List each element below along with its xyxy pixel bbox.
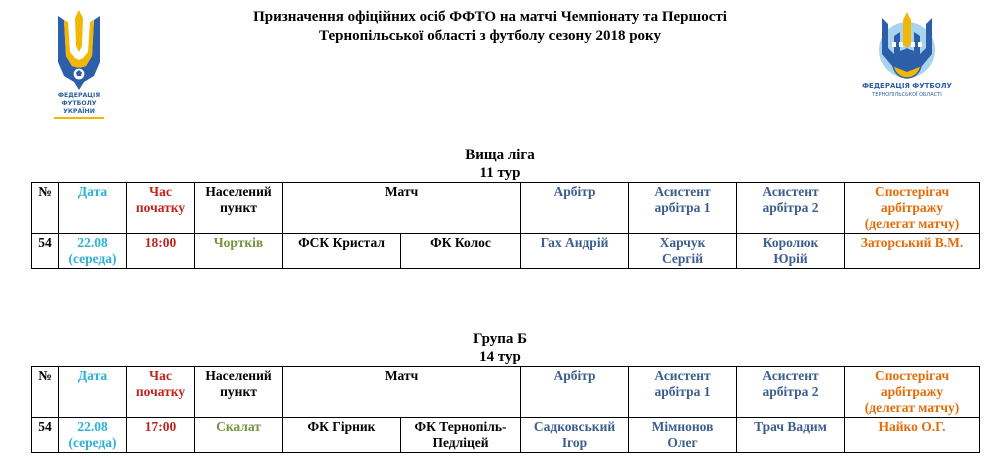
ffu-logo-icon	[48, 6, 110, 122]
cell-home-team: ФСК Кристал	[283, 234, 401, 269]
header-observer: Спостерігач арбітражу (делегат матчу)	[845, 183, 980, 234]
table-header-row	[32, 183, 980, 234]
cell-num: 54	[32, 418, 59, 453]
section-1-round: 11 тур	[479, 165, 521, 181]
cell-home-team: ФК Гірник	[283, 418, 401, 453]
section-2-round: 14 тур	[479, 349, 521, 365]
header-time: Час початку	[127, 183, 195, 234]
cell-referee: Гах Андрій	[521, 234, 629, 269]
header-observer: Спостерігач арбітражу (делегат матчу)	[845, 367, 980, 418]
ffu-logo-text-3: УКРАЇНИ	[63, 108, 95, 115]
header-place: Населений пункт	[195, 367, 283, 418]
header-match: Матч	[283, 367, 521, 418]
header-place: Населений пункт	[195, 183, 283, 234]
header-assistant-2: Асистент арбітра 2	[737, 367, 845, 418]
cell-away-team: ФК Колос	[401, 234, 521, 269]
cell-observer: Заторський В.М.	[845, 234, 980, 269]
cell-observer: Найко О.Г.	[845, 418, 980, 453]
cell-num: 54	[32, 234, 59, 269]
schedule-table-1	[31, 182, 980, 269]
table-header-row	[32, 367, 980, 418]
header-assistant-2: Асистент арбітра 2	[737, 183, 845, 234]
section-2-league: Група Б	[472, 331, 528, 347]
cell-date: 22.08 (середа)	[59, 234, 127, 269]
header-num: №	[32, 367, 59, 418]
header-referee: Арбітр	[521, 367, 629, 418]
ffu-logo-text-2: ФУТБОЛУ	[61, 100, 97, 107]
header-referee: Арбітр	[521, 183, 629, 234]
header-assistant-1: Асистент арбітра 1	[629, 183, 737, 234]
cell-assistant-1: Мімнонов Олег	[629, 418, 737, 453]
ffto-logo-text-1: ФЕДЕРАЦІЯ ФУТБОЛУ	[862, 82, 952, 90]
cell-assistant-2: Трач Вадим	[737, 418, 845, 453]
document-title	[180, 8, 800, 46]
cell-referee: Садковський Ігор	[521, 418, 629, 453]
ffto-logo-icon	[862, 8, 952, 100]
header-date: Дата	[59, 183, 127, 234]
header-match: Матч	[283, 183, 521, 234]
ffto-logo-text-2: ТЕРНОПІЛЬСЬКОЇ ОБЛАСТІ	[872, 92, 942, 98]
table-row	[32, 418, 980, 453]
cell-assistant-2: Королюк Юрій	[737, 234, 845, 269]
section-1-league: Вища ліга	[465, 147, 535, 163]
cell-date: 22.08 (середа)	[59, 418, 127, 453]
title-line-2: Тернопільської області з футболу сезону 2018 року	[319, 28, 661, 44]
schedule-table-2	[31, 366, 980, 453]
header-assistant-1: Асистент арбітра 1	[629, 367, 737, 418]
table-row	[32, 234, 980, 269]
cell-assistant-1: Харчук Сергій	[629, 234, 737, 269]
header-date: Дата	[59, 367, 127, 418]
ffu-logo-text-1: ФЕДЕРАЦІЯ	[57, 92, 101, 99]
title-line-1: Призначення офіційних осіб ФФТО на матчі Чемпіонату та Першості	[253, 9, 727, 25]
cell-place: Скалат	[195, 418, 283, 453]
cell-away-team: ФК Тернопіль- Педліцей	[401, 418, 521, 453]
header-num: №	[32, 183, 59, 234]
cell-time: 17:00	[127, 418, 195, 453]
cell-place: Чортків	[195, 234, 283, 269]
header-time: Час початку	[127, 367, 195, 418]
cell-time: 18:00	[127, 234, 195, 269]
